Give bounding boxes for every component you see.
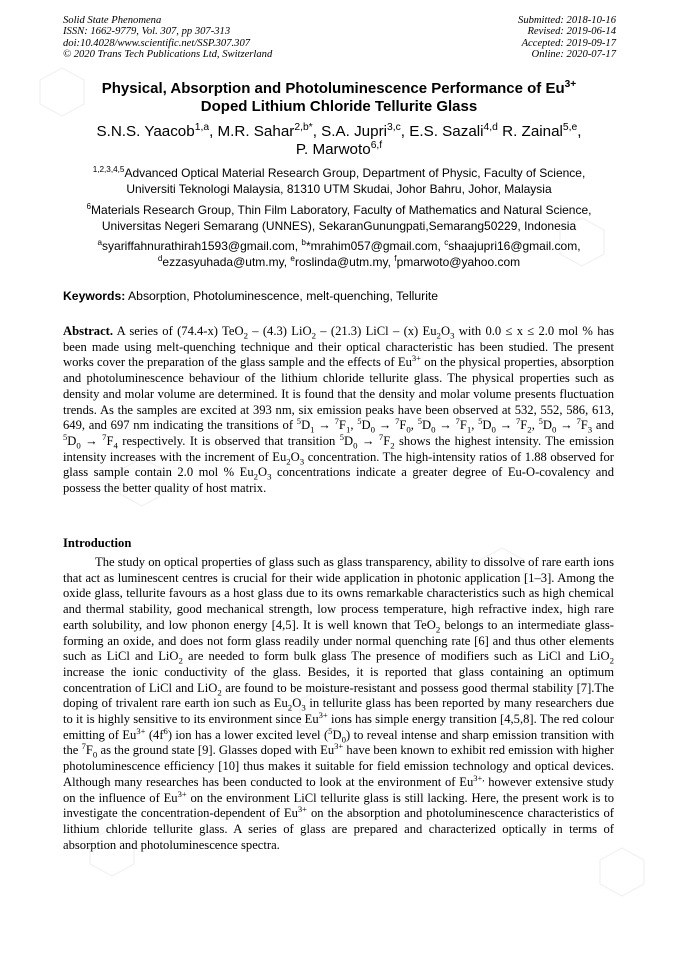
journal-header-left	[63, 15, 272, 61]
author-name: R. Zainal	[502, 123, 563, 140]
introduction-paragraph: The study on optical properties of glass such as glass transparency, ability to dissolve of rare earth ions that act as luminescent centres is crucial for their wide application in photonic application [1–3]. Among the oxide glass, tellurite favours as a host glass due to its owns remarkable characteristics such as high chemical and thermal stability, good mechanical strength, low process temperature, high refractive index, high rare earth solubility, and low phonon energy [4,5]. It is well known that TeO$_2$ belongs to an intermediate glass-forming an oxide, and does not form glass readily under normal quenching rate [6] and thus other elements such as LiCl and LiO$_2$ are needed to form bulk glass The presence of modifiers such as LiCl and LiO$_2$ increase the ionic conductivity of the glass. Besides, it is reported that glass containing an optimum concentration of LiCl and LiO$_2$ are found to be moisture-resistant and possess good thermal stability [7].The doping of trivalent rare earth ion such as $Eu_2O_3$ in tellurite glass has been reported by many researchers due to it is highly sensitive to its environment since $Eu^{3+}$ ions has simple energy transition [4,5,8]. The red colour emitting of $Eu^{3+}$ $(4f^6)$ ion has a lower excited level $(^5D_0)$ to reveal intense and sharp emission transition with the $^7F_0$ as the ground state [9]. Glasses doped with $Eu^{3+}$ have been known to exhibit red emission with higher photoluminescence efficiency [10] thus makes it suitable for field emission technology and optical devices. Although many researches has been conducted to look at the environment of $Eu^{3+,}$ however extensive study on the influence of $Eu^{3+}$ on the environment LiCl tellurite glass is still lacking. Here, the present work is to investigate the concentration-dependent of $Eu^{3+}$ on the absorption and photoluminescence characteristics of lithium chloride tellurite glass. A series of glass are prepared and characterized optically in terms of absorption and photoluminescence spectra.	[63, 555, 615, 852]
email-link[interactable]: roslinda@utm.my,	[294, 254, 391, 269]
accepted-date: Accepted: 2019-09-17	[521, 37, 616, 49]
keywords-label: Keywords:	[63, 289, 126, 303]
author-name: E.S. Sazali	[409, 123, 484, 140]
author-name: S.N.S. Yaacob	[96, 123, 195, 140]
keywords-line	[63, 289, 438, 303]
email-link[interactable]: pmarwoto@yahoo.com	[396, 254, 521, 269]
author-name: S.A. Jupri	[321, 123, 388, 140]
revised-date: Revised: 2019-06-14	[527, 26, 616, 38]
author-list: S.N.S. Yaacob$^{1,a}$, M.R. Sahar$^{2,b*}$, S.A. Jupri$^{3,c}$, E.S. Sazali$^{4,d}$ R. Zainal$^{5,e}$, P. Marwoto$^{6,f}$	[96, 121, 582, 158]
author-name: P. Marwoto	[295, 141, 371, 158]
email-link[interactable]: syariffahnurathirah1593@gmail.com,	[102, 239, 299, 253]
doi-line: doi:10.4028/www.scientific.net/SSP.307.307	[63, 37, 251, 49]
copyright-line: © 2020 Trans Tech Publications Ltd, Switzerland	[63, 49, 273, 61]
keywords-text: Absorption, Photoluminescence, melt-quenching, Tellurite	[128, 289, 439, 303]
affiliation-1: $^{1,2,3,4,5}$Advanced Optical Material Research Group, Department of Physic, Faculty of Science, Universiti Teknologi Malaysia, 81310 UTM Skudai, Johor Bahru, Johor, Malaysia	[92, 165, 586, 196]
affiliation-2: $^6$Materials Research Group, Thin Film Laboratory, Faculty of Mathematics and Natural Science, Universitas Negeri Semarang (UNNES), SekaranGunungpati,Semarang50229, Indonesia	[86, 202, 592, 233]
submitted-date: Submitted: 2018-10-16	[518, 15, 616, 26]
online-date: Online: 2020-07-17	[531, 49, 616, 61]
journal-header-right	[518, 15, 616, 61]
journal-name: Solid State Phenomena	[63, 15, 162, 26]
abstract-label: Abstract.	[63, 324, 114, 338]
introduction-heading: Introduction	[63, 536, 132, 550]
author-emails: $^a$syariffahnurathirah1593@gmail.com, $^b$*mrahim057@gmail.com, $^c$shaajupri16@gmail.com, $^d$ezzasyuhada@utm.my, $^e$roslinda@utm.my, $^f$pmarwoto@yahoo.com	[97, 238, 581, 269]
author-name: M.R. Sahar	[217, 123, 295, 140]
email-link[interactable]: shaajupri16@gmail.com,	[448, 239, 581, 253]
email-link[interactable]: ezzasyuhada@utm.my,	[162, 254, 288, 269]
issn-line: ISSN: 1662-9779, Vol. 307, pp 307-313	[63, 26, 231, 38]
abstract-paragraph: Abstract. A series of (74.4-x) TeO$_2$ – (4.3) LiO$_2$ – (21.3) LiCl – (x) $Eu_2O_3$ with 0.0 ≤ x ≤ 2.0 mol % has been made using melt-quenching technique and their optical characteristic has been studied. The present works cover the preparation of the glass sample and the effects of $Eu^{3+}$ on the physical properties, absorption and photoluminescence behaviour of the lithium chloride tellurite glass. The physical properties such as density and molar volume are determined. It is found that the density and molar volume presents fluctuation trends. As the samples are excited at 393 nm, six emission peaks have been observed at 532, 552, 586, 613, 649, and 697 nm indicating the transitions of $^5D_1 \to ^7F_1$, $^5D_0 \to ^7F_0$, $^5D_0 \to ^7F_1$, $^5D_0 \to ^7F_2$, $^5D_0 \to ^7F_3$ and $^5D_0 \to ^7F_4$ respectively. It is observed that transition $^5D_0 \to ^7F_2$ shows the highest intensity. The emission intensity increases with the increment of $Eu_2O_3$ concentration. The high-intensity ratios of 1.88 observed for glass sample contain 2.0 mol % $Eu_2O_3$ concentrations indicate a greater degree of Eu-O-covalency and possess the better quality of host matrix.	[63, 324, 615, 496]
paper-title: Physical, Absorption and Photoluminescence Performance of $Eu^{3+}$ Doped Lithium Chloride Tellurite Glass	[101, 79, 577, 115]
email-link[interactable]: *mrahim057@gmail.com,	[305, 239, 441, 253]
